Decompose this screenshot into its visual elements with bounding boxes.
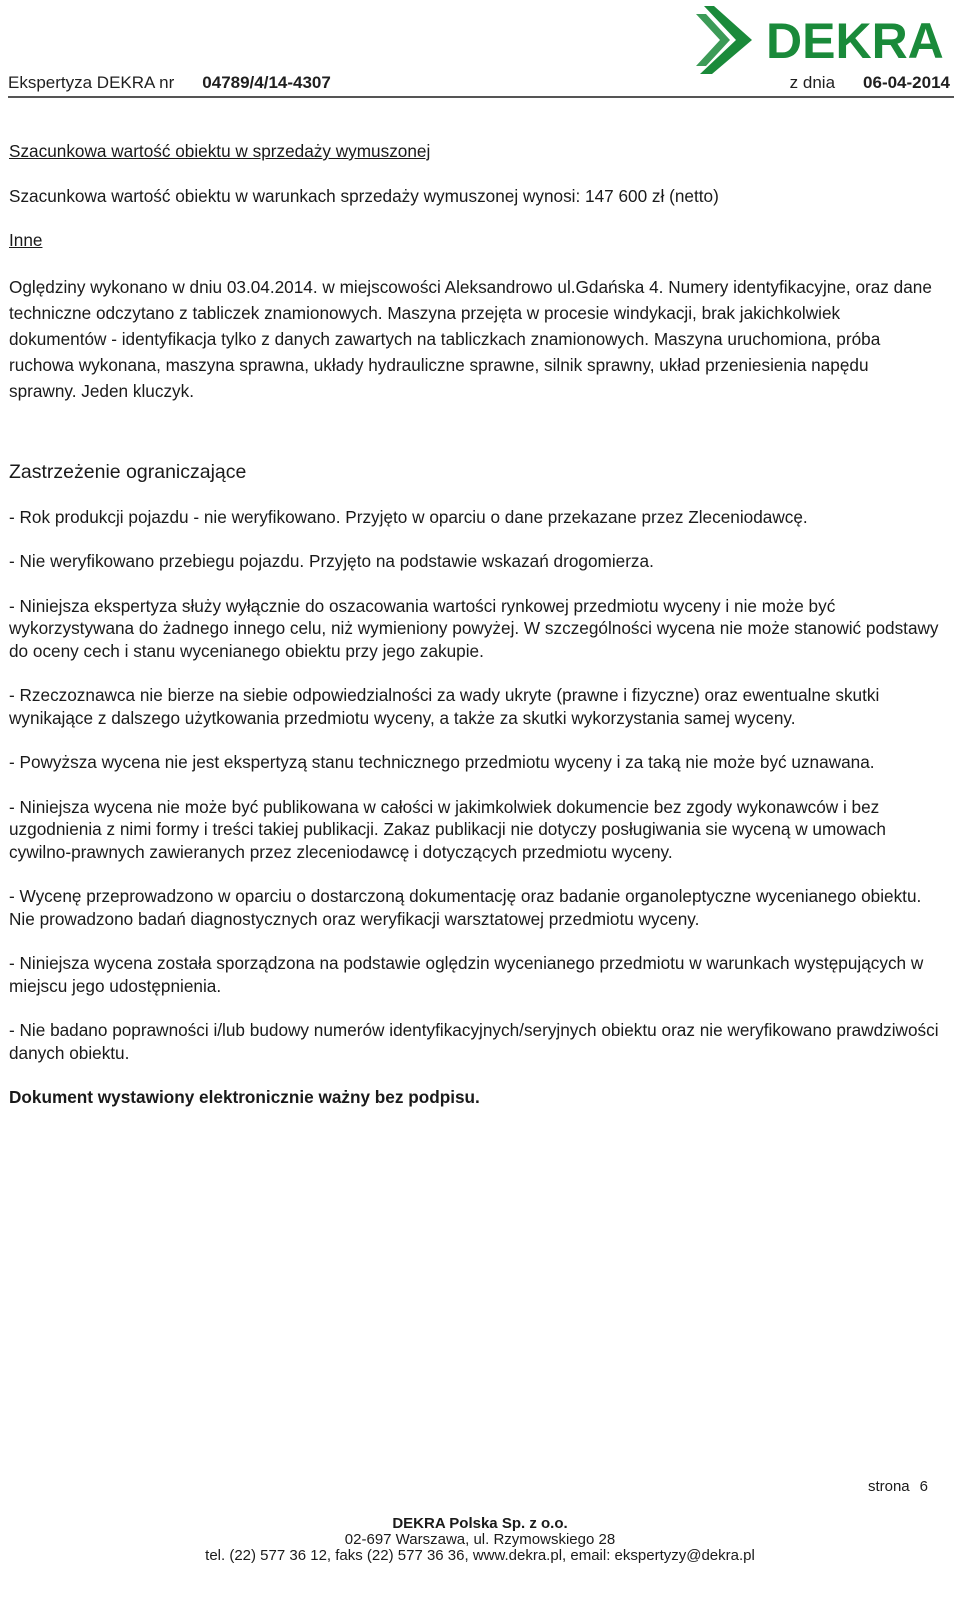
reservation-item: - Niniejsza wycena została sporządzona na podstawie oględzin wycenianego przedmiotu w warunkach występujących w miejscu jego udostępnienia. <box>9 953 924 996</box>
page-footer <box>0 1516 960 1564</box>
dekra-logo <box>692 4 950 80</box>
page-value: 6 <box>919 1478 928 1495</box>
report-label: Ekspertyza DEKRA nr <box>8 73 175 92</box>
date-label: z dnia <box>789 73 836 92</box>
reservation-item: - Niniejsza wycena nie może być publikowana w całości w jakimkolwiek dokumencie bez zgody wykonawców i bez uzgodnienia z nimi formy i treści takiej publikacji. Zakaz publikacji nie dotyczy posługiwania sie wyceną w umowach cywilno-prawnych zawieranych przez zleceniodawcę i dotyczących przedmiotu wyceny. <box>9 796 886 862</box>
reservation-item: - Wycenę przeprowadzono w oparciu o dostarczoną dokumentację oraz badanie organoleptyczne wycenianego obiektu. Nie prowadzono badań diagnostycznych oraz weryfikacji warsztatowej przedmiotu wyceny. <box>9 886 922 929</box>
reservation-item: - Nie badano poprawności i/lub budowy numerów identyfikacyjnych/seryjnych obiektu oraz nie weryfikowano prawdziwości danych obiektu. <box>9 1020 939 1063</box>
page-header <box>8 0 954 98</box>
closing-note: Dokument wystawiony elektronicznie ważny bez podpisu. <box>9 1087 480 1107</box>
date-value: 06-04-2014 <box>863 73 950 92</box>
footer-contact: tel. (22) 577 36 12, faks (22) 577 36 36, www.dekra.pl, email: ekspertyzy@dekra.pl <box>205 1547 755 1564</box>
logo-wordmark: DEKRA <box>766 13 944 69</box>
document-body <box>9 140 940 1109</box>
footer-address: 02-697 Warszawa, ul. Rzymowskiego 28 <box>344 1531 616 1548</box>
page-number <box>868 1478 928 1495</box>
other-heading: Inne <box>9 230 43 250</box>
footer-company: DEKRA Polska Sp. z o.o. <box>392 1515 568 1532</box>
forced-sale-value: Szacunkowa wartość obiektu w warunkach sprzedaży wymuszonej wynosi: 147 600 zł (netto) <box>9 185 719 206</box>
reservation-item: - Niniejsza ekspertyza służy wyłącznie do oszacowania wartości rynkowej przedmiotu wyceny i nie może być wykorzystywana do żadnego innego celu, niż wymieniony powyżej. W szczególności wycena nie może stanowić podstawy do oceny cech i stanu wycenianego obiektu przy jego zakupie. <box>9 595 939 661</box>
report-number: 04789/4/14-4307 <box>202 73 331 92</box>
page-label: strona <box>867 1478 910 1495</box>
report-id <box>8 72 331 94</box>
forced-sale-heading: Szacunkowa wartość obiektu w sprzedaży wymuszonej <box>9 141 431 161</box>
reservation-item: - Rzeczoznawca nie bierze na siebie odpowiedzialności za wady ukryte (prawne i fizyczne) oraz ewentualne skutki wynikające z dalszego użytkowania przedmiotu wyceny, a także za skutki wykorzystania samej wyceny. <box>9 685 880 728</box>
reservation-item: - Rok produkcji pojazdu - nie weryfikowano. Przyjęto w oparciu o dane przekazane przez Zleceniodawcę. <box>9 506 808 527</box>
inspection-notes: Oględziny wykonano w dniu 03.04.2014. w miejscowości Aleksandrowo ul.Gdańska 4. Numery identyfikacyjne, oraz dane techniczne odczytano z tabliczek znamionowych. Maszyna przejęta w procesie windykacji, brak jakichkolwiek dokumentów - identyfikacja tylko z danych zawartych na tabliczkach znamionowych. Maszyna uruchomiona, próba ruchowa wykonana, maszyna sprawna, układy hydrauliczne sprawne, silnik sprawny, układ przeniesienia napędu sprawny. Jeden kluczyk. <box>9 276 932 401</box>
reservation-item: - Powyższa wycena nie jest ekspertyzą stanu technicznego przedmiotu wyceny i za taką nie może być uznawana. <box>9 752 875 772</box>
reservation-item: - Nie weryfikowano przebiegu pojazdu. Przyjęto na podstawie wskazań drogomierza. <box>9 551 654 571</box>
report-date <box>790 72 950 94</box>
reservation-heading: Zastrzeżenie ograniczające <box>9 460 247 483</box>
